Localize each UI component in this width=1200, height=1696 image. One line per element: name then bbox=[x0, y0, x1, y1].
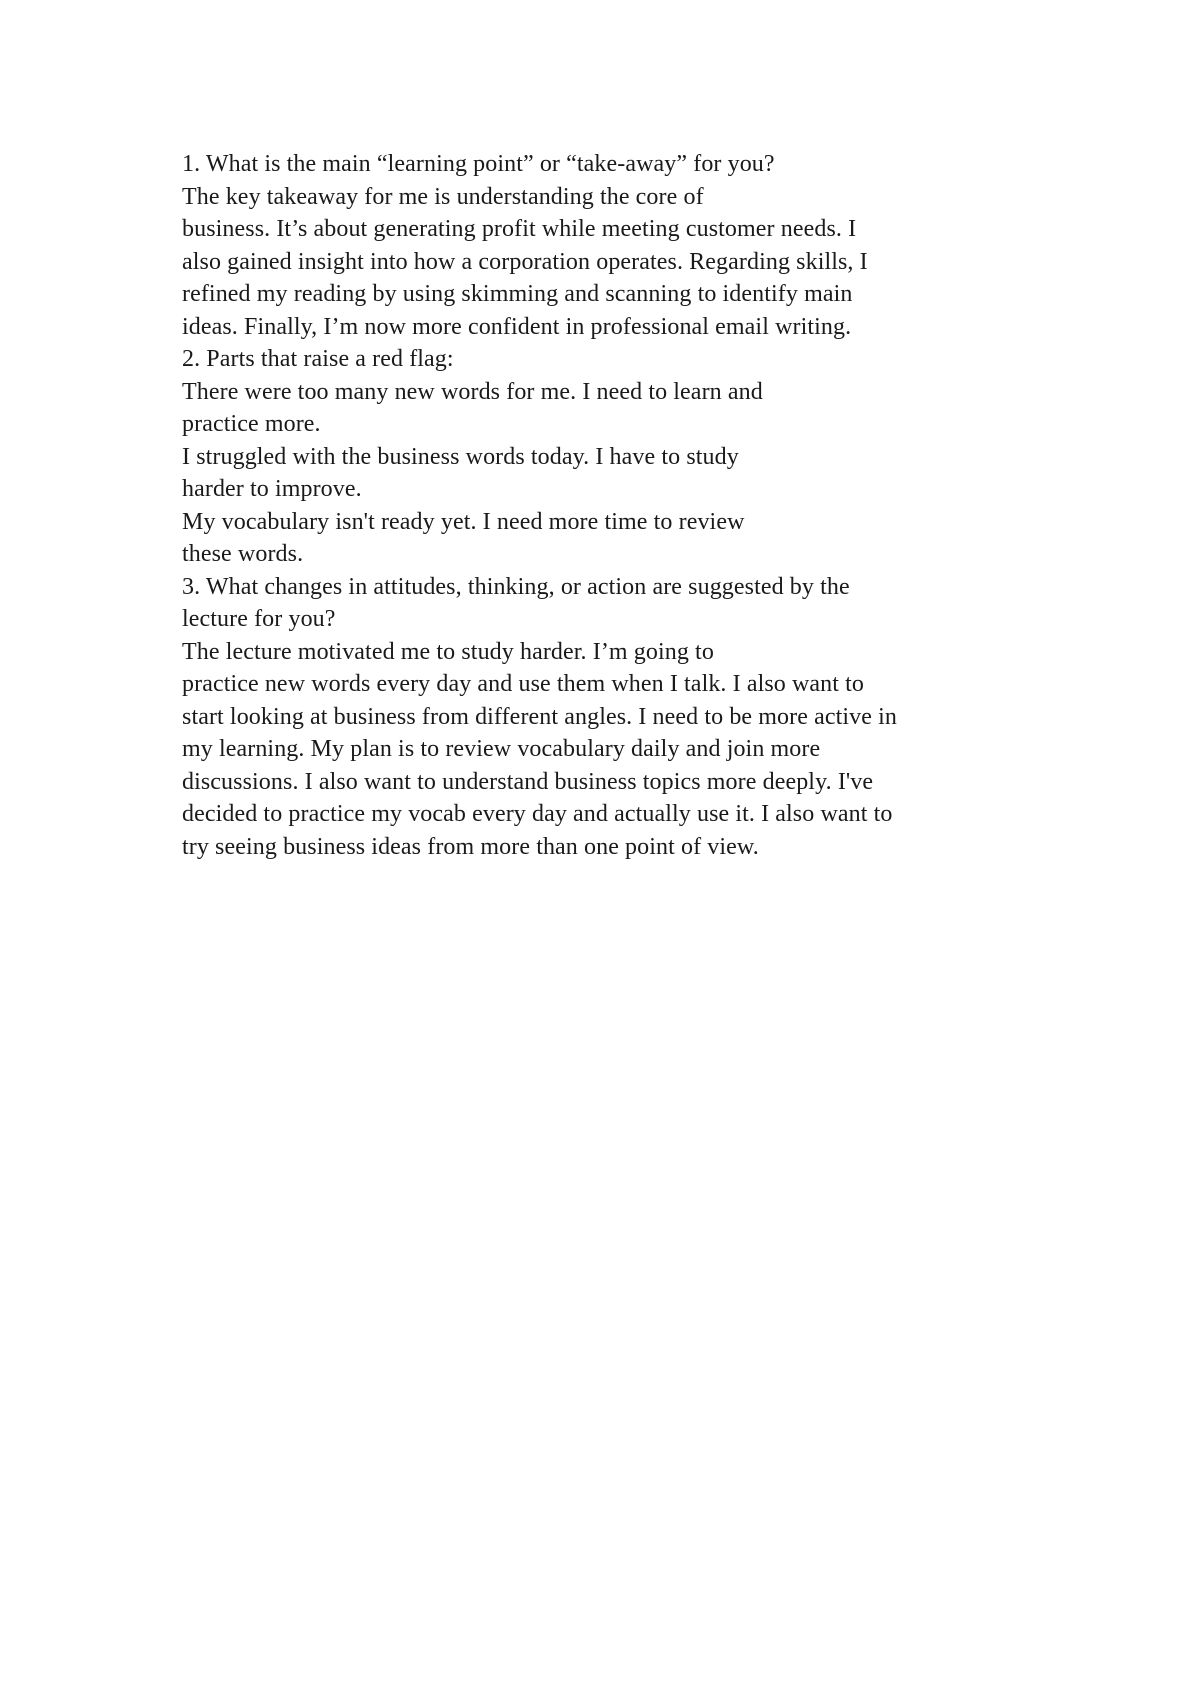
question-1-heading: 1. What is the main “learning point” or “take-away” for you? bbox=[182, 151, 775, 177]
answer-3-line: start looking at business from different angles. I need to be more active in bbox=[182, 703, 897, 730]
answer-1-line: ideas. Finally, I’m now more confident in professional email writing. bbox=[182, 313, 852, 340]
answer-3-line: The lecture motivated me to study harder. I’m going to bbox=[182, 638, 714, 665]
document-body bbox=[182, 148, 1062, 863]
question-3-heading: 3. What changes in attitudes, thinking, or action are suggested by the bbox=[182, 573, 850, 600]
answer-2-line: I struggled with the business words today. I have to study bbox=[182, 443, 739, 470]
answer-3-line: practice new words every day and use them when I talk. I also want to bbox=[182, 671, 865, 697]
answer-2-line: these words. bbox=[182, 541, 304, 567]
answer-1-line: also gained insight into how a corporation operates. Regarding skills, I bbox=[182, 248, 868, 275]
answer-2-line: practice more. bbox=[182, 411, 321, 437]
answer-2-line: My vocabulary isn't ready yet. I need more time to review bbox=[182, 508, 745, 535]
answer-2-line: There were too many new words for me. I need to learn and bbox=[182, 378, 763, 405]
question-3-heading-continued: lecture for you? bbox=[182, 606, 336, 632]
answer-3-line: try seeing business ideas from more than one point of view. bbox=[182, 833, 759, 860]
answer-3-line: decided to practice my vocab every day and actually use it. I also want to bbox=[182, 801, 893, 827]
answer-2-line: harder to improve. bbox=[182, 476, 362, 502]
answer-3-line: my learning. My plan is to review vocabulary daily and join more bbox=[182, 736, 821, 762]
answer-1-line: refined my reading by using skimming and scanning to identify main bbox=[182, 281, 853, 307]
answer-3-line: discussions. I also want to understand business topics more deeply. I've bbox=[182, 768, 874, 795]
answer-1-line: The key takeaway for me is understanding the core of bbox=[182, 183, 704, 210]
answer-1-line: business. It’s about generating profit while meeting customer needs. I bbox=[182, 216, 857, 242]
question-2-heading: 2. Parts that raise a red flag: bbox=[182, 346, 454, 372]
